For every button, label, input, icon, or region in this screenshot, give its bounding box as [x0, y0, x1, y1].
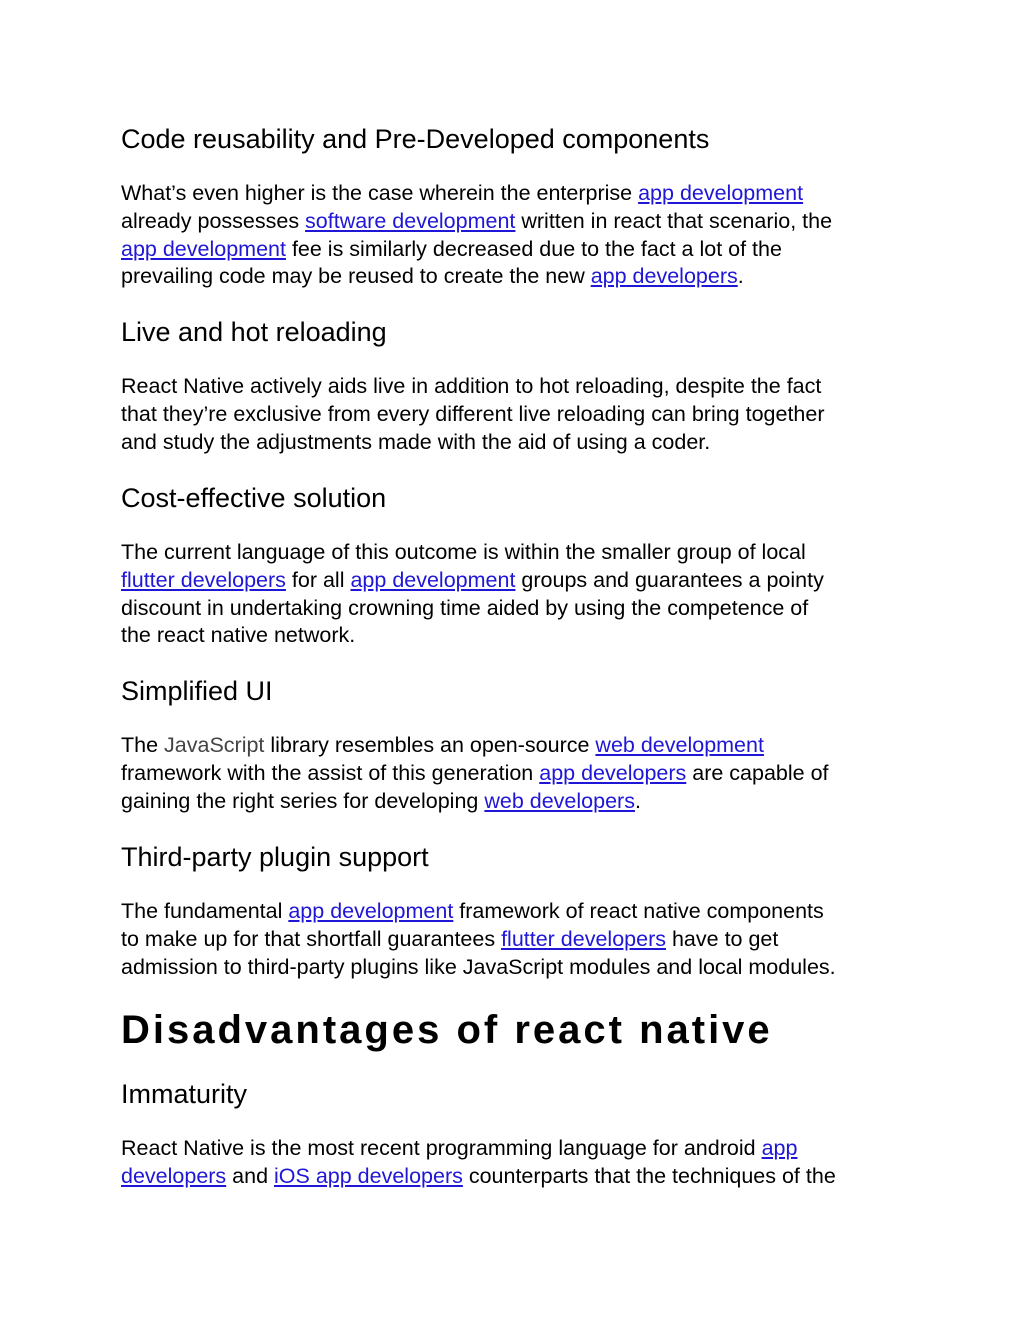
heading-immaturity: Immaturity	[121, 1079, 248, 1109]
heading-third-party-plugin: Third-party plugin support	[121, 842, 429, 872]
text-line: The fundamental app development framework of react native components	[121, 899, 824, 923]
text-line: and study the adjustments made with the aid of using a coder.	[121, 429, 711, 454]
text-line: app development fee is similarly decreased due to the fact a lot of the	[121, 236, 782, 261]
link-app-development[interactable]: app development	[638, 181, 804, 205]
heading-disadvantages: Disadvantages of react native	[121, 1008, 773, 1052]
link-app-developers[interactable]: app	[761, 1136, 798, 1160]
paragraph-third-party-plugin	[121, 898, 911, 981]
link-software-development[interactable]: software development	[305, 208, 516, 233]
link-app-development[interactable]: app development	[350, 567, 516, 592]
text-line: framework with the assist of this generation app developers are capable of	[121, 760, 829, 785]
text-line: React Native is the most recent programming language for android app	[121, 1136, 798, 1160]
text-line: What’s even higher is the case wherein the enterprise app development	[121, 181, 804, 205]
link-web-development[interactable]: web development	[595, 733, 764, 757]
link-flutter-developers[interactable]: flutter developers	[501, 926, 666, 951]
heading-simplified-ui: Simplified UI	[121, 676, 273, 706]
link-app-development[interactable]: app development	[288, 899, 454, 923]
heading-live-hot-reloading: Live and hot reloading	[121, 317, 387, 347]
text-line: the react native network.	[121, 623, 356, 648]
text-line: developers and iOS app developers counterparts that the techniques of the	[121, 1163, 836, 1188]
javascript-term: JavaScript	[164, 733, 265, 757]
text-line: that they’re exclusive from every different live reloading can bring together	[121, 401, 825, 426]
text-line: React Native actively aids live in addition to hot reloading, despite the fact	[121, 374, 822, 398]
link-app-developers[interactable]: app developers	[539, 760, 687, 785]
text-line: admission to third-party plugins like JavaScript modules and local modules.	[121, 954, 836, 979]
paragraph-immaturity	[121, 1135, 911, 1191]
link-app-developers[interactable]: app developers	[590, 264, 738, 289]
text-line: The JavaScript library resembles an open-source web development	[121, 733, 764, 757]
paragraph-cost-effective	[121, 539, 911, 650]
text-line: The current language of this outcome is within the smaller group of local	[121, 540, 806, 564]
paragraph-live-hot-reloading	[121, 373, 911, 456]
heading-code-reusability: Code reusability and Pre-Developed components	[121, 124, 710, 154]
text-line: gaining the right series for developing web developers.	[121, 788, 641, 813]
text-line: prevailing code may be reused to create the new app developers.	[121, 264, 744, 289]
paragraph-code-reusability	[121, 180, 911, 291]
link-flutter-developers[interactable]: flutter developers	[121, 567, 286, 592]
link-web-developers[interactable]: web developers	[484, 788, 635, 813]
text-line: to make up for that shortfall guarantees flutter developers have to get	[121, 926, 779, 951]
paragraph-simplified-ui	[121, 732, 911, 815]
text-line: discount in undertaking crowning time aided by using the competence of	[121, 595, 809, 620]
link-app-developers-cont[interactable]: developers	[121, 1163, 227, 1188]
link-app-development[interactable]: app development	[121, 236, 286, 261]
text-line: flutter developers for all app development groups and guarantees a pointy	[121, 567, 824, 592]
link-ios-app-developers[interactable]: iOS app developers	[274, 1163, 463, 1188]
text-line: already possesses software development written in react that scenario, the	[121, 208, 833, 233]
heading-cost-effective: Cost-effective solution	[121, 483, 387, 513]
